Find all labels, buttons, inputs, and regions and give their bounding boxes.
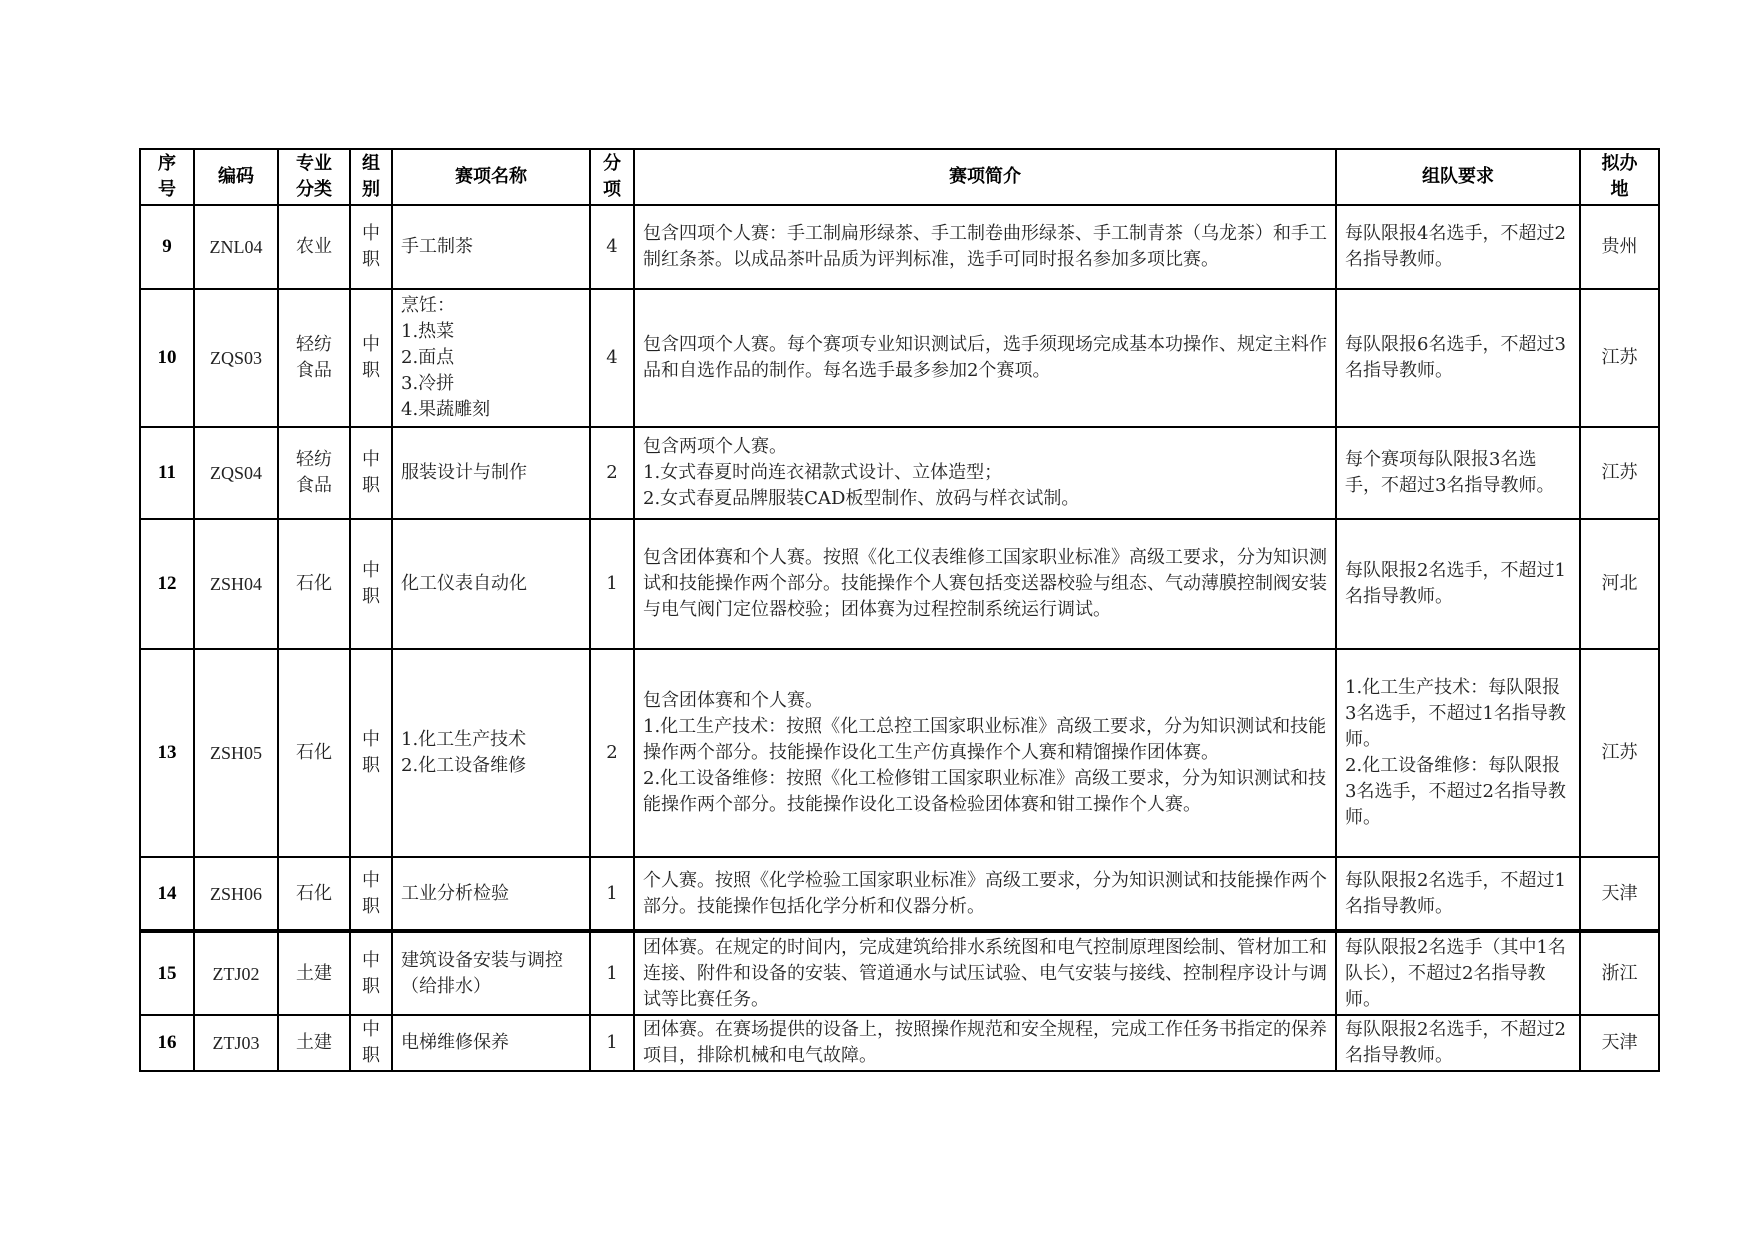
cell-place: 浙江 [1580,931,1659,1015]
cell-name: 烹饪： 1.热菜 2.面点 3.冷拼 4.果蔬雕刻 [392,289,590,427]
cell-team: 每队限报4名选手，不超过2名指导教师。 [1336,205,1580,289]
cell-group: 中职 [350,1015,392,1071]
cell-name: 化工仪表自动化 [392,519,590,649]
header-team: 组队要求 [1336,149,1580,205]
cell-sub: 1 [590,519,634,649]
cell-category: 农业 [278,205,350,289]
cell-seq: 16 [140,1015,194,1071]
cell-place: 江苏 [1580,649,1659,857]
cell-sub: 1 [590,1015,634,1071]
table-row [140,649,1659,857]
cell-seq: 9 [140,205,194,289]
cell-team: 每队限报2名选手，不超过1名指导教师。 [1336,519,1580,649]
cell-code: ZSH06 [194,857,278,931]
cell-code: ZTJ03 [194,1015,278,1071]
header-seq: 序号 [140,149,194,205]
cell-sub: 1 [590,931,634,1015]
cell-group: 中职 [350,289,392,427]
cell-category: 土建 [278,1015,350,1071]
table-row [140,205,1659,289]
cell-intro: 包含团体赛和个人赛。 1.化工生产技术：按照《化工总控工国家职业标准》高级工要求，分为知识测试和技能操作两个部分。技能操作设化工生产仿真操作个人赛和精馏操作团体赛。 2.化工设备维修：按照《化工检修钳工国家职业标准》高级工要求，分为知识测试和技能操作两个部分。技能操作设化工设备检验团体赛和钳工操作个人赛。 [634,649,1336,857]
cell-group: 中职 [350,205,392,289]
competition-table [139,148,1660,1072]
cell-place: 江苏 [1580,289,1659,427]
header-row [140,149,1659,205]
cell-category: 轻纺食品 [278,289,350,427]
cell-group: 中职 [350,857,392,931]
cell-code: ZSH05 [194,649,278,857]
cell-code: ZSH04 [194,519,278,649]
header-group: 组别 [350,149,392,205]
table-row [140,931,1659,1015]
cell-team: 每队限报2名选手，不超过2名指导教师。 [1336,1015,1580,1071]
cell-seq: 14 [140,857,194,931]
cell-sub: 4 [590,205,634,289]
competition-table-wrapper [139,148,1658,1072]
header-place: 拟办地 [1580,149,1659,205]
header-category: 专业分类 [278,149,350,205]
header-name: 赛项名称 [392,149,590,205]
cell-intro: 团体赛。在规定的时间内，完成建筑给排水系统图和电气控制原理图绘制、管材加工和连接、附件和设备的安装、管道通水与试压试验、电气安装与接线、控制程序设计与调试等比赛任务。 [634,931,1336,1015]
cell-team: 每队限报2名选手，不超过1名指导教师。 [1336,857,1580,931]
cell-sub: 2 [590,649,634,857]
cell-intro: 包含四项个人赛。每个赛项专业知识测试后，选手须现场完成基本功操作、规定主料作品和自选作品的制作。每名选手最多参加2个赛项。 [634,289,1336,427]
cell-sub: 4 [590,289,634,427]
cell-intro: 包含两项个人赛。 1.女式春夏时尚连衣裙款式设计、立体造型； 2.女式春夏品牌服装CAD板型制作、放码与样衣试制。 [634,427,1336,519]
cell-category: 轻纺食品 [278,427,350,519]
cell-place: 天津 [1580,1015,1659,1071]
cell-seq: 15 [140,931,194,1015]
cell-seq: 11 [140,427,194,519]
cell-name: 工业分析检验 [392,857,590,931]
cell-place: 江苏 [1580,427,1659,519]
cell-category: 石化 [278,857,350,931]
cell-sub: 2 [590,427,634,519]
cell-place: 贵州 [1580,205,1659,289]
table-row [140,289,1659,427]
cell-seq: 10 [140,289,194,427]
cell-group: 中职 [350,931,392,1015]
cell-intro: 包含四项个人赛：手工制扁形绿茶、手工制卷曲形绿茶、手工制青茶（乌龙茶）和手工制红条茶。以成品茶叶品质为评判标准，选手可同时报名参加多项比赛。 [634,205,1336,289]
table-row [140,519,1659,649]
cell-seq: 12 [140,519,194,649]
cell-group: 中职 [350,427,392,519]
cell-code: ZNL04 [194,205,278,289]
cell-team: 每队限报6名选手，不超过3名指导教师。 [1336,289,1580,427]
table-row [140,1015,1659,1071]
cell-intro: 团体赛。在赛场提供的设备上，按照操作规范和安全规程，完成工作任务书指定的保养项目，排除机械和电气故障。 [634,1015,1336,1071]
cell-name: 手工制茶 [392,205,590,289]
header-code: 编码 [194,149,278,205]
cell-intro: 个人赛。按照《化学检验工国家职业标准》高级工要求，分为知识测试和技能操作两个部分。技能操作包括化学分析和仪器分析。 [634,857,1336,931]
cell-name: 1.化工生产技术 2.化工设备维修 [392,649,590,857]
table-row [140,857,1659,931]
cell-code: ZQS04 [194,427,278,519]
cell-category: 石化 [278,519,350,649]
cell-name: 服装设计与制作 [392,427,590,519]
cell-team: 每队限报2名选手（其中1名队长），不超过2名指导教师。 [1336,931,1580,1015]
cell-team: 每个赛项每队限报3名选手，不超过3名指导教师。 [1336,427,1580,519]
cell-sub: 1 [590,857,634,931]
cell-place: 河北 [1580,519,1659,649]
cell-category: 石化 [278,649,350,857]
cell-code: ZTJ02 [194,931,278,1015]
cell-code: ZQS03 [194,289,278,427]
cell-group: 中职 [350,649,392,857]
table-row [140,427,1659,519]
cell-team: 1.化工生产技术：每队限报3名选手，不超过1名指导教师。 2.化工设备维修：每队限报3名选手，不超过2名指导教师。 [1336,649,1580,857]
cell-seq: 13 [140,649,194,857]
cell-place: 天津 [1580,857,1659,931]
cell-name: 电梯维修保养 [392,1015,590,1071]
cell-group: 中职 [350,519,392,649]
header-intro: 赛项简介 [634,149,1336,205]
header-sub: 分项 [590,149,634,205]
cell-name: 建筑设备安装与调控（给排水） [392,931,590,1015]
cell-category: 土建 [278,931,350,1015]
cell-intro: 包含团体赛和个人赛。按照《化工仪表维修工国家职业标准》高级工要求，分为知识测试和技能操作两个部分。技能操作个人赛包括变送器校验与组态、气动薄膜控制阀安装与电气阀门定位器校验；团体赛为过程控制系统运行调试。 [634,519,1336,649]
